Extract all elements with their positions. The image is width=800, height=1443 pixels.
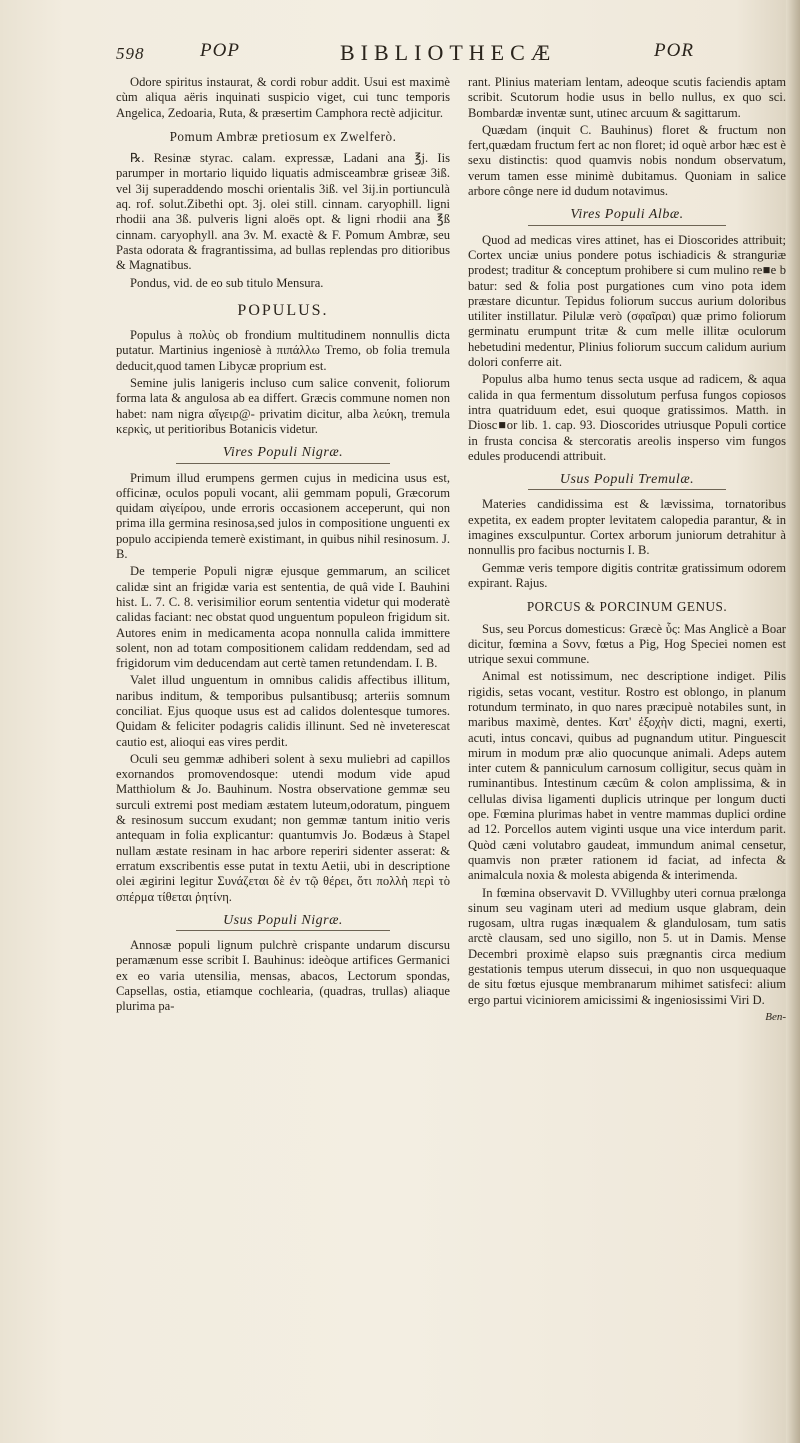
- paragraph: Oculi seu gemmæ adhiberi solent à sexu muliebri ad capillos exornandos promovendosque: utendi modum vide apud Matthiolum & Jo. Bauhinum. Nostra observatione gemmæ seu surculi extremi post mediam æstatem luteum,odoratum, pinguem & resinosum succum exudant; non gemmæ tantum initio veris antequam in folia explicantur: quantumvis Jo. Bodæus à Stapel nullam æstate resinam in hac arbore reperiri sidenter asserat: & erratum exscribentis esse putat in textu Aetii, ubi in descriptione olei ægirini legitur Συνάζεται δὲ ἐν τῷ θέρει, ὅτι πολλὴ περὶ τὸ σπέρμα τίθεται ῥητίνη.: [116, 751, 450, 904]
- running-title: BIBLIOTHECÆ: [340, 40, 557, 65]
- paragraph: De temperie Populi nigræ ejusque gemmarum, an scilicet calidæ sint an frigidæ varia est sententia, de quâ vide I. Bauhini hist. L. 7. C. 8. verisimilior eorum sententia videtur qui moderatè calidas faciant: nec obstat quod unguentum populeon frigidum sit. Autores enim in medicamenta acopa nonnulla calida immittere solent, non ad totam compositionem calidam reddendam, sed ad frigidorum vim deducendam aut certè tamen retundendam. I. B.: [116, 564, 450, 671]
- paragraph: Animal est notissimum, nec descriptione indiget. Pilis rigidis, setas vocant, vestitur. Rostro est oblongo, in planum rotundum terminato, in quo nares præcipuè notabiles sunt, in maribus maximè, dentes. Κατ' ἐξοχὴν dicti, magni, exerti, acuti, intus concavi, quibus ad pugnandum utitur. Pinguescit mirum in modum præ alio quocunque animali. Adeps autem inter cutem & panniculum carnosum colligitur, secus quàm in ruminantibus. Intestinum cæcûm & colon amplissima, & in cellulas divisa ligamenti duplicis utrinque per longum ducti ope. Fœmina plurimas habet in ventre mammas duplici ordine ad 12. Porcellos autem viginti usque una vice interdum parit. Quòd cæni volutabro gaudeat, immundum animal censetur, quamvis non præter rationem id faciat, ad infecta & animalcula noxia & molesta abigenda & interimenda.: [468, 669, 786, 883]
- page-edge: [786, 0, 800, 1443]
- page-number: 598: [116, 44, 145, 63]
- paragraph: Gemmæ veris tempore digitis contritæ gratissimum odorem expirant. Rajus.: [468, 560, 786, 590]
- section-heading: Vires Populi Nigræ.: [176, 445, 390, 463]
- paragraph: In fœmina observavit D. VVillughby uteri cornua prælonga sinum seu vaginam uteri ad medium usque glabram, dein rugosam, ultra rugas inæqualem & glandulosam, tum satis arctè clausam, sed uno sigillo, non 5. ut in Damis. Mense Decembri proximè elapso suis prægnantis circa medium gestationis tempus uterum dissecui, in quo non usquequaque de situ fœtus ejusque membranarum mihimet satisfeci: alium ergo partui viciniorem amicissimi & ingeniosissimi Viri D.: [468, 885, 786, 1007]
- section-heading: POPULUS.: [237, 301, 329, 319]
- right-column: [468, 75, 786, 1025]
- paragraph: Pondus, vid. de eo sub titulo Mensura.: [130, 275, 324, 290]
- paragraph: Populus alba humo tenus secta usque ad radicem, & aqua calida in qua fermentum dissolutum perfusa fungos copiosos intra quatriduum edet, esui quoque gratissimos. Matth. in Diosc■or lib. 1. cap. 93. Dioscorides utriusque Populi cortice in frusta concisa & stercoratis areolis insperso vim fungos edules producendi attribuit.: [468, 372, 786, 463]
- catchword: Ben-: [765, 1010, 786, 1023]
- section-heading: Pomum Ambræ pretiosum ex Zwelferò.: [169, 128, 397, 144]
- paragraph: Primum illud erumpens germen cujus in medicina usus est, officinæ, oculos populi vocant, alii gemmam populi, Græcorum quidam αἰγείρου, unde erroris occasionem acceperunt, qui non prima illa germina resinosa,sed julos in compositione unguenti ex populo accipienda temerè existimant, in quibus nihil resinosum. J. B.: [116, 470, 450, 562]
- paragraph: Materies candidissima est & lævissima, tornatoribus expetita, ex eadem propter levitatem calopedia parantur, & in imagines exsculpuntur. Cortex arborum juniorum detrahitur à nonnullis pro facibus nocturnis I. B.: [468, 497, 786, 558]
- page-header: [116, 40, 796, 70]
- left-column: [116, 75, 450, 1017]
- paragraph: Quædam (inquit C. Bauhinus) floret & fructum non fert,quædam fructum fert ac non floret; id oquè arbor hæc est è sexu distinctis: quod quamvis nobis nondum observatum, verum tamen esse minimè dubitamus. Quoniam in salice arbore cônge nere id dudum notavimus.: [468, 122, 786, 199]
- paragraph: Odore spiritus instaurat, & cordi robur addit. Usui est maximè cùm aliqua aëris inquinati suspicio viget, cui tunc temporis Angelica, Zedoaria, Ruta, & præsertim Camphora rectè adjicitur.: [116, 75, 450, 120]
- paragraph: Semine julis lanigeris incluso cum salice convenit, foliorum forma lata & angulosa ab ea differt. Græcis commune nomen non habet: nam nigra αἴγειρ@- privatim dicitur, alba λεύκη, tremula κερκὶς, ut peritioribus Botanicis videtur.: [116, 376, 450, 436]
- paragraph: Annosæ populi lignum pulchrè crispante undarum discursu peramænum esse scribit I. Bauhinus: ideòque artifices Germanici ex eo varia utensilia, mensas, abacos, Lectorum spondas, Capsellas, ostia, etiamque cochlearia, (quadras, trullas) aliaque plurima pa-: [116, 938, 450, 1014]
- running-head-left: POP: [200, 40, 240, 61]
- paragraph: rant. Plinius materiam lentam, adeoque scutis faciendis aptam scribit. Scutorum hodie usus in bello nullus, ex quo sci. Bombardæ inventæ sunt, utinec arcuum & sagittarum.: [468, 75, 786, 120]
- paragraph: Populus à πολὺς ob frondium multitudinem nonnullis dicta putatur. Martinius ingeniosè à πιπάλλω Tremo, ob folia tremula deducit,quod tamen Libycæ proprium est.: [116, 328, 450, 373]
- section-heading: Usus Populi Nigræ.: [176, 913, 390, 931]
- paragraph: Quod ad medicas vires attinet, has ei Dioscorides attribuit; Cortex unciæ unius pondere potus ischiadicis & stranguriæ prodest; traditur & conceptum prohibere si cum mulino re■e b batur: sed & folia post purgationes cum vino pota idem præstare dicuntur. Tepidus foliorum succus aurium doloribus utiliter instillatur. Pilulæ verò (σφαῖραι) quæ primo foliorum germinatu erumpunt tritæ & cum melle illitæ oculorum hebetudini medentur, Plinius foliorum succum calidum aurium dolori conferre ait.: [468, 232, 786, 370]
- paragraph: Sus, seu Porcus domesticus: Græcè ὗς: Mas Anglicè a Boar dicitur, fœmina a Sovv, fœtus a Pig, Hog Speciei nomen est utrique sexui commune.: [468, 621, 786, 667]
- paragraph: ℞. Resinæ styrac. calam. expressæ, Ladani ana ℥j. Iis parumper in mortario liquido liquatis admisceambræ griseæ 3iß. vel 3ij superaddendo moschi orientalis 3iß. vel 3ij.in portiunculà aq. rof. solut.Zibethi opt. 3j. olei still. cinnam. caryophill. ligni rhodii ana 3ß. pulveris ligni aloës opt. & ligni rhodii ana ℥ß cinnam. caryophyll. ana 3v. M. exactè & F. Pomum Ambræ, seu Pasta odorata & fragrantissima, ad bullas replendas pro ditioribus & Magnatibus.: [116, 151, 450, 273]
- paragraph: Valet illud unguentum in omnibus calidis affectibus illitum, naribus inditum, & temporibus pulsantibusq; arteriis somnum conciliat. Ejus quoque usus est ad calidos dolentesque tumores. Quidam & feliciter podagris calidis illinunt. Sed nè inveterescat cautio est, alioqui eas vires perdit.: [116, 673, 450, 749]
- section-heading: Vires Populi Albæ.: [528, 207, 726, 225]
- section-heading: Usus Populi Tremulæ.: [528, 472, 726, 490]
- running-head-right: POR: [654, 40, 694, 61]
- section-heading: PORCUS & PORCINUM GENUS.: [526, 599, 728, 615]
